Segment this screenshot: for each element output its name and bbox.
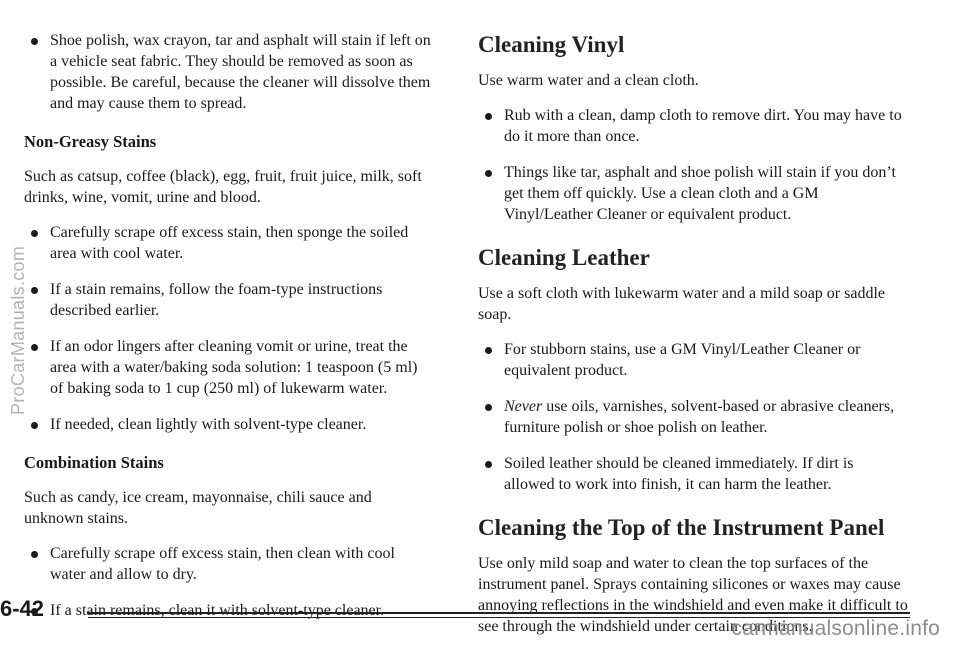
footer-rule (88, 612, 910, 614)
bullet-text (504, 396, 908, 438)
bullet-icon (31, 38, 38, 45)
bullet-icon (31, 287, 38, 294)
bullet-text: Rub with a clean, damp cloth to remove dirt. You may have to do it more than once. (504, 107, 902, 145)
bullet-icon (485, 461, 492, 468)
emphasis-never: Never (504, 398, 543, 415)
section-text: Such as candy, ice cream, mayonnaise, chili sauce and unknown stains. (24, 489, 372, 527)
bullet-icon (485, 170, 492, 177)
section-text: Use warm water and a clean cloth. (478, 72, 699, 89)
bullet-icon (31, 230, 38, 237)
heading-cleaning-instrument-panel: Cleaning the Top of the Instrument Panel (478, 515, 885, 540)
list-item (478, 339, 908, 381)
bullet-text: If a stain remains, clean it with solvent-type cleaner. (50, 602, 385, 619)
section-text: Use a soft cloth with lukewarm water and a mild soap or saddle soap. (478, 285, 885, 323)
bullet-text: Things like tar, asphalt and shoe polish will stain if you don’t get them off quickly. Use a clean cloth and a GM Vinyl/Leather Cleaner or equivalent product. (504, 164, 896, 223)
bullet-icon (31, 344, 38, 351)
bullet-text: If a stain remains, follow the foam-type instructions described earlier. (50, 281, 383, 319)
list-item (24, 414, 434, 435)
list-item (24, 30, 434, 114)
list-item (478, 105, 908, 147)
page-number: 6-42 (0, 596, 45, 621)
bullet-text: Soiled leather should be cleaned immediately. If dirt is allowed to work into finish, it can harm the leather. (504, 455, 854, 493)
section-text: Such as catsup, coffee (black), egg, fruit, fruit juice, milk, soft drinks, wine, vomit, urine and blood. (24, 168, 422, 206)
list-item (24, 222, 434, 264)
bullet-icon (485, 347, 492, 354)
list-item (24, 336, 434, 399)
bullet-icon (485, 113, 492, 120)
right-column (478, 30, 908, 651)
section-heading-combination: Combination Stains (24, 453, 164, 472)
list-item (24, 279, 434, 321)
bullet-text: If needed, clean lightly with solvent-type cleaner. (50, 416, 367, 433)
bullet-text: Shoe polish, wax crayon, tar and asphalt will stain if left on a vehicle seat fabric. They should be removed as soon as possible. Be careful, because the cleaner will dissolve them and may cause them to spread. (50, 32, 431, 112)
bullet-icon (31, 422, 38, 429)
bullet-icon (485, 404, 492, 411)
watermark-bottom: carmanualsonline.info (731, 617, 940, 640)
list-item (24, 543, 434, 585)
heading-cleaning-leather: Cleaning Leather (478, 245, 650, 270)
section-heading-non-greasy: Non-Greasy Stains (24, 132, 157, 151)
left-column (24, 30, 434, 636)
bullet-text: Carefully scrape off excess stain, then sponge the soiled area with cool water. (50, 224, 409, 262)
list-item (478, 396, 908, 438)
heading-cleaning-vinyl: Cleaning Vinyl (478, 32, 625, 57)
list-item (478, 453, 908, 495)
bullet-text: If an odor lingers after cleaning vomit or urine, treat the area with a water/baking soda solution: 1 teaspoon (5 ml) of baking soda to 1 cup (250 ml) of lukewarm water. (50, 338, 418, 397)
bullet-text: Carefully scrape off excess stain, then clean with cool water and allow to dry. (50, 545, 395, 583)
bullet-icon (31, 551, 38, 558)
bullet-text: For stubborn stains, use a GM Vinyl/Leather Cleaner or equivalent product. (504, 341, 861, 379)
watermark-side: ProCarManuals.com (8, 245, 28, 415)
bullet-text-rest: use oils, varnishes, solvent-based or abrasive cleaners, furniture polish or shoe polish on leather. (504, 398, 895, 436)
list-item (478, 162, 908, 225)
section-text: Use only mild soap and water to clean the top surfaces of the instrument panel. Sprays containing silicones or waxes may cause annoying reflections in the windshield and even make it difficult to see through the windshield under certain conditions. (478, 555, 908, 635)
